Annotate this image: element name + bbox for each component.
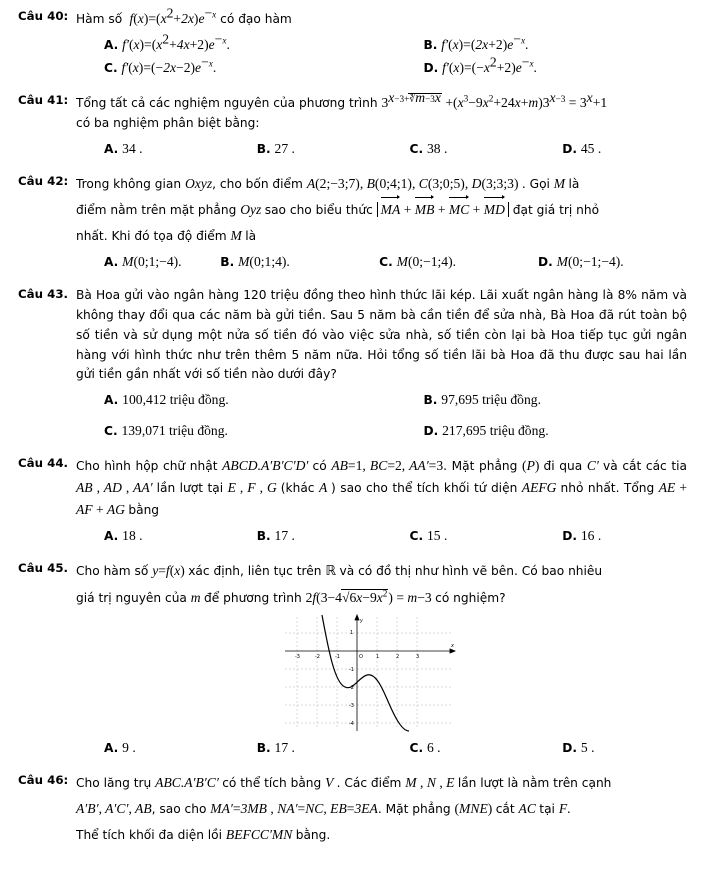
q42-plane-oyz: Oyz xyxy=(240,202,265,218)
question-40 xyxy=(18,5,687,79)
svg-text:1: 1 xyxy=(375,653,379,660)
graph-curve xyxy=(322,615,409,731)
q42-text-7: đạt giá trị nhỏ xyxy=(512,203,600,218)
question-42-stem-line1 xyxy=(76,173,687,195)
q42-point-m-2: M xyxy=(230,228,246,244)
answer-c-tag: C. xyxy=(104,61,118,76)
q44-text-3: . Mặt phẳng xyxy=(443,459,518,474)
answer-d[interactable] xyxy=(534,524,687,547)
answer-c[interactable] xyxy=(363,250,522,273)
question-45 xyxy=(18,560,687,758)
answer-d-tag: D. xyxy=(538,255,553,270)
answer-b-tag: B. xyxy=(423,38,438,53)
question-43-label: Câu 43. xyxy=(18,287,69,302)
svg-text:-3: -3 xyxy=(348,702,354,709)
answer-b-math: M(0;1;4). xyxy=(238,254,290,270)
question-42-label: Câu 42: xyxy=(18,174,69,189)
q42-point-m: M xyxy=(553,176,569,192)
question-44 xyxy=(18,455,687,547)
answer-c-math: $f'(x)=(-2x-2)e^{-x}$. xyxy=(121,54,217,76)
question-46-label: Câu 46: xyxy=(18,772,69,787)
question-46-stem-line3 xyxy=(76,824,687,846)
answer-c-tag: C. xyxy=(379,255,393,270)
answer-d-text: 5 . xyxy=(580,739,595,755)
answer-a-math: M(0;1;−4). xyxy=(122,254,182,270)
answer-b-text: 17 . xyxy=(274,528,295,544)
question-41 xyxy=(18,89,687,160)
answer-d-math: $f'(x)=(-x^2+2)e^{-x}$. xyxy=(442,54,537,76)
q42-text-9: là xyxy=(245,229,257,244)
question-41-stem-prefix: Tổng tất cả các nghiệm nguyên của phương trình xyxy=(76,96,378,111)
svg-text:x: x xyxy=(450,642,454,649)
svg-text:2: 2 xyxy=(395,653,399,660)
answer-a-text: 9 . xyxy=(122,739,136,755)
q44-sum: AE + AF + AG xyxy=(76,480,688,518)
answer-a-text: 34 . xyxy=(122,141,143,157)
q42-text-5: điểm nằm trên mặt phẳng xyxy=(76,203,237,218)
answer-a[interactable] xyxy=(76,33,382,56)
q45-text-1: Cho hàm số xyxy=(76,564,149,579)
function-graph-svg xyxy=(277,613,487,733)
question-45-graph xyxy=(76,613,687,733)
question-43-stem: Bà Hoa gửi vào ngân hàng 120 triệu đồng theo hình thức lãi kép. Lãi xuất ngân hàng là 8% năm và không thay đổi qua các năm bà gửi tiền. Sau 5 năm bà cần tiền để sửa nhà, Bà Hoa đã rút toàn bộ số tiền và sử dụng một nửa số tiền đó vào việc sửa nhà, số tiền còn lại bà Hoa tiếp tục gửi ngân hàng với hình thức như trên thêm 5 năm nữa. Hỏi tổng số tiền lãi bà Hoa đã thu được sau hai lần gửi tiền gần nhất với số tiền nào dưới đây? xyxy=(76,288,687,382)
q46-point-f: F xyxy=(558,800,568,816)
answer-c-tag: C. xyxy=(409,142,424,157)
question-40-label: Câu 40: xyxy=(18,9,69,23)
q44-text-5: và cắt các tia xyxy=(603,459,688,474)
question-45-stem-line1 xyxy=(76,560,687,582)
q45-reals: ℝ xyxy=(325,563,340,579)
answer-a[interactable] xyxy=(76,137,229,160)
q45-equation: $2f(3-4√6x-9x^2) = m-3$ xyxy=(305,587,436,605)
answer-c-text: 15 . xyxy=(426,528,448,544)
q46-prism: ABC.A′B′C′ xyxy=(155,774,223,790)
svg-text:-1: -1 xyxy=(348,666,354,673)
answer-d-text: 16 . xyxy=(580,528,602,544)
question-46-stem-line2: A′B′, A′C′, AB, sao cho MA′=3MB , NA′=NC, EB=3EA. Mặt phẳng (MNE) cắt AC tại F. xyxy=(76,800,571,816)
q44-points-efg: E , F , G xyxy=(227,480,281,496)
answer-d-math: M(0;−1;−4). xyxy=(556,254,624,270)
answer-c[interactable] xyxy=(382,736,535,759)
svg-text:-2: -2 xyxy=(314,653,320,660)
question-40-stem-prefix: Hàm số xyxy=(76,12,123,26)
question-44-label: Câu 44. xyxy=(18,456,69,471)
answer-c[interactable] xyxy=(76,56,382,79)
q45-text-5: để phương trình xyxy=(204,590,302,605)
answer-c[interactable] xyxy=(382,524,535,547)
answer-b-tag: B. xyxy=(256,142,271,157)
answer-d-tag: D. xyxy=(562,740,577,755)
question-42-stem-line2 xyxy=(76,199,687,221)
q44-text-9: nhỏ nhất. Tổng xyxy=(560,481,655,496)
answer-a-text: 100,412 triệu đồng. xyxy=(122,392,229,408)
question-42-stem-line3 xyxy=(76,225,687,247)
q46-ac: AC xyxy=(518,800,540,816)
q44-text-10: bằng xyxy=(128,503,160,518)
q44-text-4: đi qua xyxy=(543,459,583,474)
graph-axes xyxy=(285,615,455,731)
answer-b-tag: B. xyxy=(220,255,235,270)
answer-d-tag: D. xyxy=(562,142,577,157)
question-46-stem-line1 xyxy=(76,772,687,794)
q46-text-9: Thể tích khối đa diện lồi xyxy=(76,827,223,842)
question-40-answers xyxy=(76,33,687,79)
answer-b-text: 27 . xyxy=(274,141,295,157)
svg-text:-4: -4 xyxy=(348,720,354,727)
answer-d-text: 45 . xyxy=(580,141,602,157)
q44-rays: AB , AD , AA′ xyxy=(76,480,157,496)
answer-b-math: $f'(x)=(2x+2)e^{-x}$. xyxy=(441,31,529,53)
q44-plane-p: (P) xyxy=(522,458,544,474)
answer-c-tag: C. xyxy=(409,740,424,755)
q44-text-1: Cho hình hộp chữ nhật xyxy=(76,459,218,474)
question-43-answers xyxy=(76,388,687,442)
answer-b[interactable] xyxy=(229,524,382,547)
answer-b[interactable] xyxy=(229,137,382,160)
q42-points: A(2;−3;7), B(0;4;1), C(3;0;5), D(3;3;3) xyxy=(306,176,519,192)
answer-b[interactable] xyxy=(204,250,363,273)
answer-a[interactable] xyxy=(76,250,204,273)
q44-tetra-aefg: AEFG xyxy=(521,480,561,496)
q46-text-5: , sao cho xyxy=(151,801,207,816)
answer-c-text: 139,071 triệu đồng. xyxy=(121,423,228,439)
answer-a-tag: A. xyxy=(104,38,119,53)
answer-a[interactable] xyxy=(76,736,229,759)
q46-text-8: tại xyxy=(539,801,555,816)
q45-param-m: m xyxy=(190,589,204,605)
answer-a-math: $f'(x)=(x^2+4x+2)e^{-x}$. xyxy=(122,31,230,53)
answer-d[interactable] xyxy=(534,137,687,160)
answer-a-tag: A. xyxy=(104,740,119,755)
question-45-label: Câu 45. xyxy=(18,561,69,576)
answer-c-tag: C. xyxy=(409,529,424,544)
q42-text-1: Trong không gian xyxy=(76,177,182,192)
question-45-stem-line2 xyxy=(76,587,687,609)
answer-d[interactable] xyxy=(534,736,687,759)
q42-text-2: , cho bốn điểm xyxy=(212,177,303,192)
math-f-of-x: $f(x)=(x^2+2x)e^{-x}$ xyxy=(126,5,217,26)
question-41-equation: $3^{x-3+∛m-3x} +(x^3-9x^2+24x+m)3^{x-3} = 3^x+1$ xyxy=(381,89,608,111)
q44-text-7: (khác xyxy=(280,481,315,496)
answer-b-text: 97,695 triệu đồng. xyxy=(441,392,541,408)
q44-text-2: có xyxy=(312,459,327,474)
answer-b-tag: B. xyxy=(256,529,271,544)
svg-text:-2: -2 xyxy=(348,684,354,691)
q46-text-6: . Mặt phẳng xyxy=(377,801,451,816)
q44-box-name: ABCD.A′B′C′D′ xyxy=(222,458,313,474)
graph-gridlines xyxy=(285,617,452,729)
answer-c-tag: C. xyxy=(104,424,118,439)
answer-d[interactable] xyxy=(522,250,687,273)
q44-text-8: ) sao cho thể tích khối tứ diện xyxy=(331,481,518,496)
answer-b-tag: B. xyxy=(423,393,438,408)
q42-plane-oxyz: Oxyz xyxy=(184,176,213,192)
q46-text-3: . Các điểm xyxy=(336,775,402,790)
q44-text-6: lần lượt tại xyxy=(156,481,224,496)
question-41-answers xyxy=(76,137,687,160)
question-44-stem xyxy=(76,455,687,521)
q45-text-2: xác định, liên tục trên xyxy=(188,564,322,579)
question-43 xyxy=(18,286,687,442)
answer-a-tag: A. xyxy=(104,255,119,270)
answer-b[interactable] xyxy=(229,736,382,759)
question-41-label: Câu 41: xyxy=(18,93,69,108)
q46-text-2: có thể tích bằng xyxy=(222,775,322,790)
q44-point-a: A xyxy=(318,480,332,496)
q42-vector-sum: MA + MB + MC + MD xyxy=(377,202,509,217)
q42-text-8: nhất. Khi đó tọa độ điểm xyxy=(76,229,227,244)
q46-conditions: MA′=3MB , NA′=NC, EB=3EA xyxy=(210,800,378,816)
answer-a[interactable] xyxy=(76,388,382,411)
q46-volume-v: V xyxy=(325,774,337,790)
answer-c[interactable] xyxy=(76,411,382,442)
q45-text-6: có nghiệm? xyxy=(435,590,506,605)
q46-text-7: cắt xyxy=(495,801,515,816)
answer-a-tag: A. xyxy=(104,529,119,544)
question-41-stem-line2: có ba nghiệm phân biệt bằng: xyxy=(76,116,260,131)
answer-a-tag: A. xyxy=(104,142,119,157)
svg-text:1: 1 xyxy=(349,629,353,636)
answer-c-text: 6 . xyxy=(426,739,441,755)
answer-b[interactable] xyxy=(382,33,688,56)
answer-d-tag: D. xyxy=(423,61,439,76)
question-44-answers xyxy=(76,524,687,547)
q45-func: y=f(x) xyxy=(152,563,185,579)
svg-text:3: 3 xyxy=(415,653,419,660)
answer-c-text: 38 . xyxy=(426,141,448,157)
q46-edges: A′B′, A′C′, AB xyxy=(76,800,152,816)
question-42 xyxy=(18,173,687,273)
q46-text-1: Cho lăng trụ xyxy=(76,775,152,790)
q46-text-4: lần lượt là nằm trên cạnh xyxy=(457,775,612,790)
q45-text-4: giá trị nguyên của xyxy=(76,590,187,605)
svg-text:-1: -1 xyxy=(334,653,340,660)
svg-text:y: y xyxy=(359,617,363,624)
q44-point-c: C′ xyxy=(586,458,604,474)
answer-a[interactable] xyxy=(76,524,229,547)
answer-d-tag: D. xyxy=(423,424,439,439)
answer-d-text: 217,695 triệu đồng. xyxy=(442,423,549,439)
question-45-answers xyxy=(76,736,687,759)
question-40-stem-suffix: có đạo hàm xyxy=(220,12,292,26)
answer-b-tag: B. xyxy=(256,740,271,755)
svg-text:O: O xyxy=(358,653,363,660)
answer-c[interactable] xyxy=(382,137,535,160)
question-46 xyxy=(18,772,687,846)
q44-dims: AB=1, BC=2, AA′=3 xyxy=(331,458,444,474)
answer-d[interactable] xyxy=(382,56,688,79)
q46-points-mne: M , N , E xyxy=(405,774,458,790)
svg-text:-3: -3 xyxy=(294,653,300,660)
answer-b[interactable] xyxy=(382,388,688,411)
question-40-stem xyxy=(76,5,687,30)
q45-text-3: và có đồ thị như hình vẽ bên. Có bao nhiêu xyxy=(339,564,603,579)
answer-a-text: 18 . xyxy=(122,528,143,544)
q46-text-10: bằng. xyxy=(295,827,331,842)
q46-plane-mne: (MNE) xyxy=(454,800,496,816)
answer-a-tag: A. xyxy=(104,393,119,408)
answer-c-math: M(0;−1;4). xyxy=(396,254,457,270)
question-42-answers xyxy=(76,250,687,273)
question-41-stem xyxy=(76,89,687,114)
graph-tick-labels xyxy=(295,618,454,727)
q42-text-6: sao cho biểu thức xyxy=(264,203,373,218)
q46-solid: BEFCC′MN xyxy=(225,826,296,842)
answer-b-text: 17 . xyxy=(274,739,295,755)
answer-d[interactable] xyxy=(382,411,688,442)
q42-text-4: là xyxy=(568,177,580,192)
q42-text-3: . Gọi xyxy=(521,177,550,192)
answer-d-tag: D. xyxy=(562,529,577,544)
